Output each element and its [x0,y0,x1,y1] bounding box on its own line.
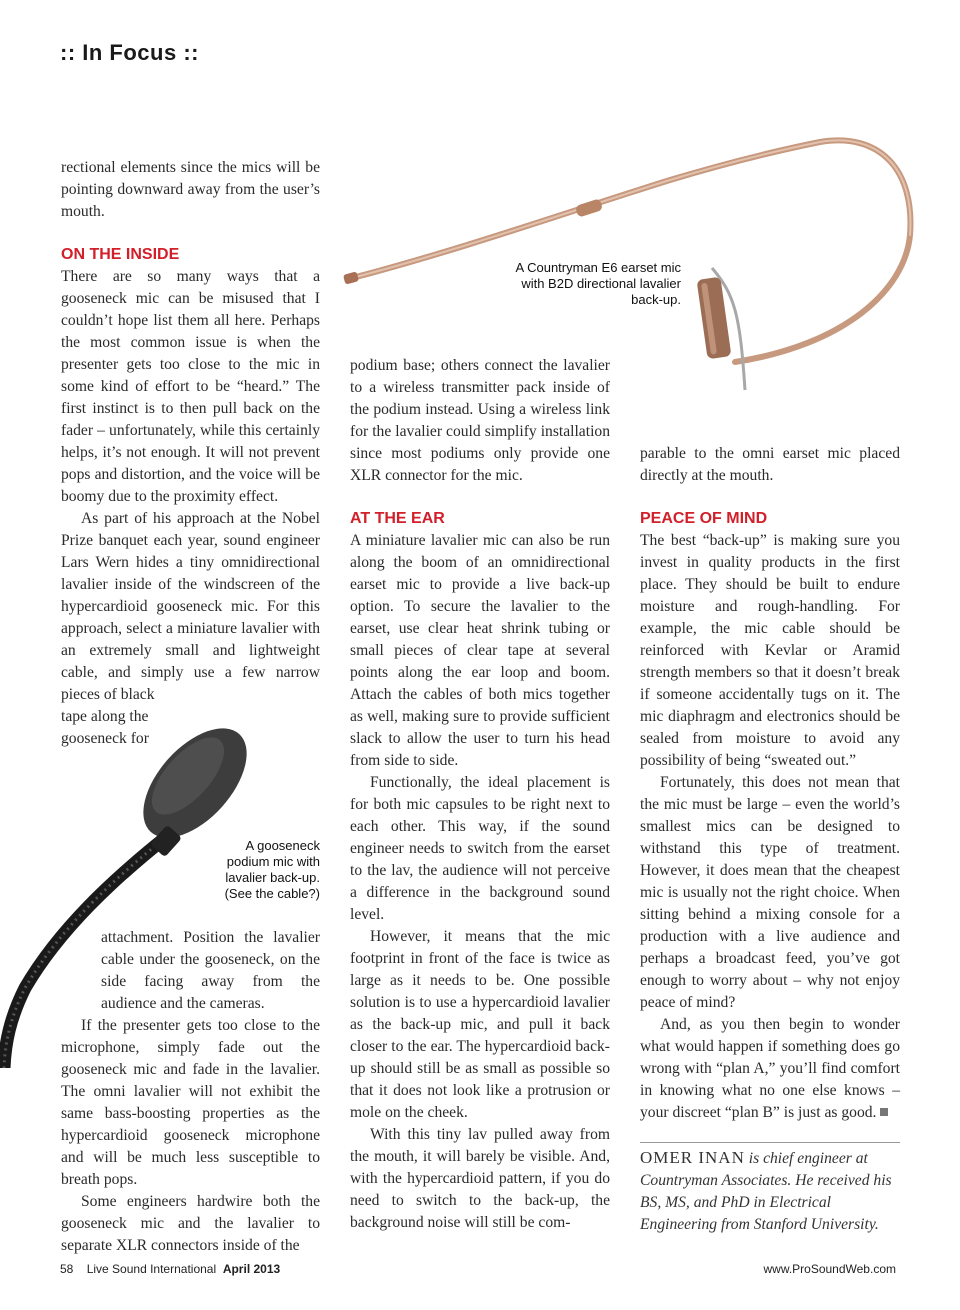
section-tag: :: In Focus :: [60,40,199,65]
paragraph-wrap-line: gooseneck for [61,730,149,747]
paragraph: As part of his approach at the Nobel Prize banquet each year, sound engineer Lars Wern hides a tiny omnidirectional lavalier inside of the windscreen of the hypercardioid gooseneck mic. For this approach, select a miniature lavalier with an extremely small and lightweight cable, and simply use a few narrow pieces of black [61,510,320,703]
caption-gooseneck: A gooseneck podium mic with lavalier back-up. (See the cable?) [224,838,320,901]
caption-earset: A Countryman E6 earset mic with B2D directional lavalier back-up. [515,260,681,307]
column-1-inside [61,244,320,750]
column-1-lower [61,927,320,1257]
page-number: 58 [60,1262,74,1276]
column-2 [350,355,610,487]
paragraph: Some engineers hardwire both the gooseneck mic and the lavalier to separate XLR connectors inside of the [61,1193,320,1254]
issue-date: April 2013 [222,1262,281,1276]
author-bio-text: is chief engineer at Countryman Associates. He received his BS, MS, and PhD in Electrical Engineering from Stanford University. [640,1150,892,1233]
paragraph: parable to the omni earset mic placed directly at the mouth. [640,445,900,484]
column-3 [640,443,900,487]
column-1 [61,157,320,223]
paragraph: With this tiny lav pulled away from the mouth, it will barely be visible. And, with the hypercardioid pattern, if you do need to switch to the back-up, the background noise will still be com- [350,1126,610,1231]
paragraph: A miniature lavalier mic can also be run along the boom of an omnidirectional earset mic to provide a live back-up option. To secure the lavalier to the earset, use clear heat shrink tubing or small pieces of clear tape at several points along the ear loop and boom. Attach the cables of both mics together as well, making sure to provide sufficient slack to allow the user to turn his head from side to side. [350,532,610,769]
paragraph: There are so many ways that a gooseneck mic can be misused that I couldn’t hope list them all here. Perhaps the most common issue is when the presenter gets too close to the mic in some kind of effort to be “heard.” The first instinct is to then pull back on the fader – unfortunately, while this certainly helps, it’s not enough. It will not prevent pops and distortion, and the voice will be boomy due to the proximity effect. [61,268,320,505]
heading-at-the-ear: AT THE EAR [350,510,445,527]
paragraph-text: And, as you then begin to wonder what would happen if something does go wrong with “plan A,” you’ll find comfort in knowing what no one else knows – your discreet “plan B” is just as good. [640,1016,900,1121]
paragraph-wrap-line: tape along the [61,708,149,725]
heading-peace-of-mind: PEACE OF MIND [640,510,768,527]
author-bio [640,1142,900,1236]
paragraph: Functionally, the ideal placement is for both mic capsules to be right next to each other. This way, if the sound engineer needs to switch from the earset to the lav, the audience will not perceive a difference in the background sound level. [350,774,610,923]
paragraph: Fortunately, this does not mean that the mic must be large – even the world’s smallest mics can be designed to withstand this type of treatment. However, it does mean that the cheapest mic is usually not the right choice. When sitting behind a mixing console for a production with a live audience and perhaps a broadcast feed, you’ve got enough to worry about – why not enjoy peace of mind? [640,774,900,1011]
paragraph: attachment. Position the lavalier cable under the gooseneck, on the side facing away from the audience and the cameras. [101,929,320,1012]
footer-website[interactable]: www.ProSoundWeb.com [763,1262,896,1276]
footer-left [60,1262,280,1276]
paragraph: podium base; others connect the lavalier to a wireless transmitter pack inside of the podium instead. Using a wireless link for the lavalier could simplify installation since most podiums only provide one XLR connector for the mic. [350,357,610,484]
end-square-icon [880,1108,888,1116]
paragraph [640,1014,900,1124]
column-3-peace [640,508,900,1124]
paragraph: If the presenter gets too close to the microphone, simply fade out the gooseneck mic and fade in the lavalier. The omni lavalier will not exhibit the same bass-boosting properties as the hypercardioid gooseneck microphone and will be much less susceptible to breath pops. [61,1017,320,1188]
author-name: OMER INAN [640,1148,745,1167]
column-2-ear [350,508,610,1234]
publication-name: Live Sound International [86,1262,217,1276]
paragraph: The best “back-up” is making sure you invest in quality products in the first place. They should be built to endure moisture and rough-handling. For example, the mic cable should be reinforced with Kevlar or Aramid strength members so that it doesn’t break if someone accidentally tugs on it. The mic diaphragm and electronics should be sealed from moisture to avoid any possibility of being “sweated out.” [640,532,900,769]
heading-on-the-inside: ON THE INSIDE [61,246,180,263]
paragraph: rectional elements since the mics will be pointing downward away from the user’s mouth. [61,159,320,220]
paragraph: However, it means that the mic footprint in front of the face is twice as large as it needs to be. One possible solution is to use a hypercardioid lavalier as the back-up mic, and pull it back closer to the ear. The hypercardioid back-up should still be as small as possible so that it does not look like a protrusion or mole on the cheek. [350,928,610,1121]
